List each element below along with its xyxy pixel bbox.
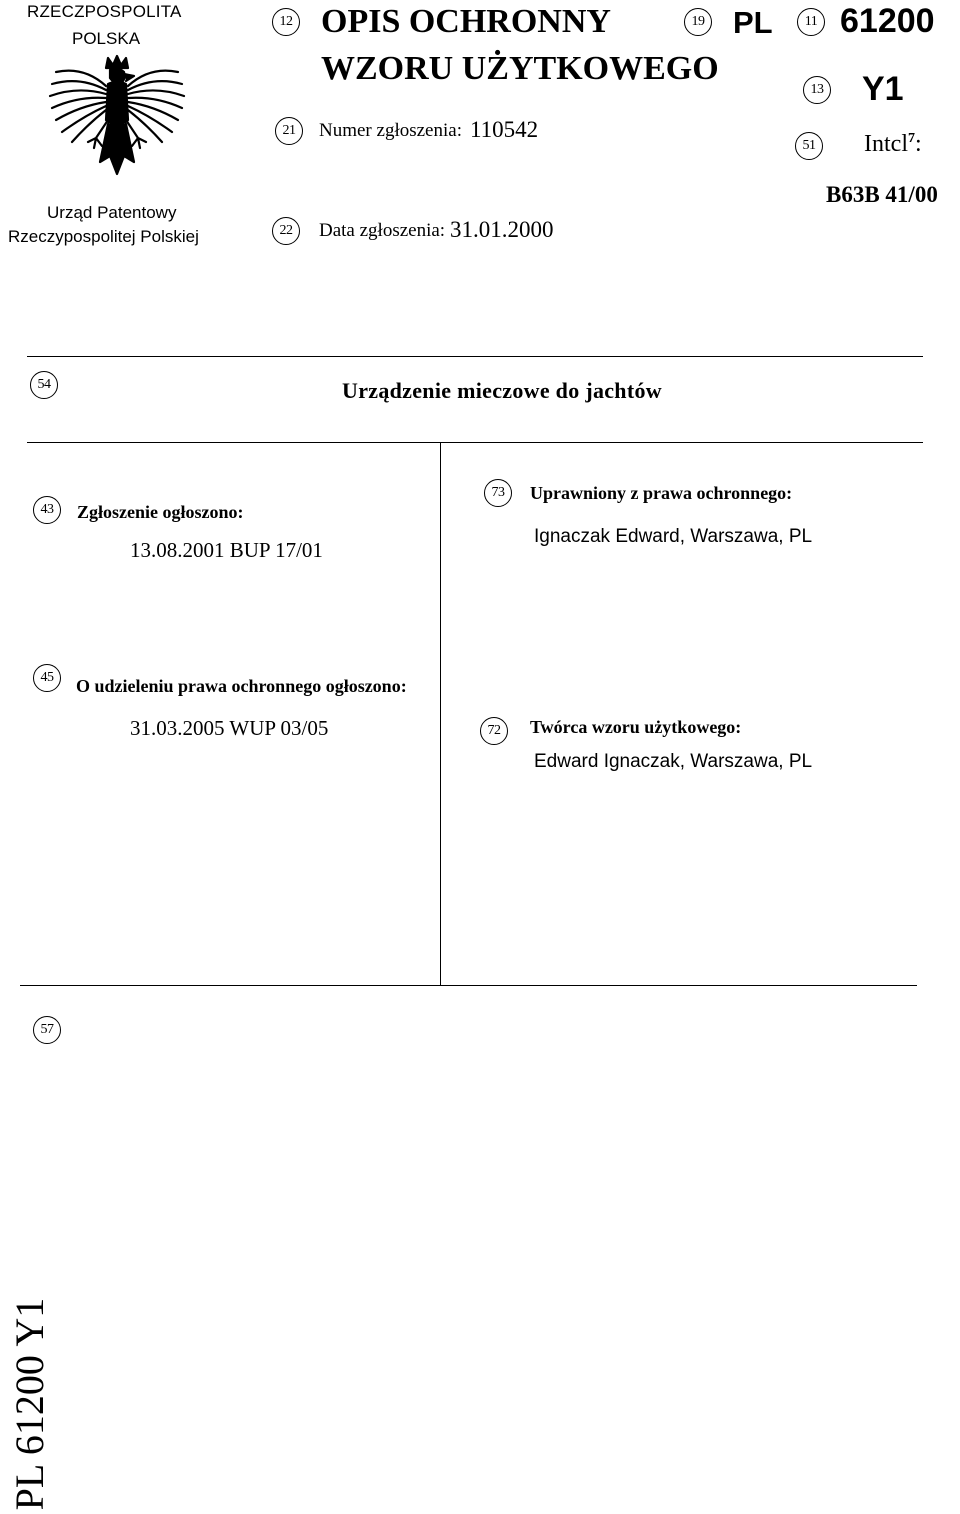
filing-date-label: Data zgłoszenia:: [319, 220, 446, 241]
column-divider: [440, 443, 441, 985]
office-name-line1: Urząd Patentowy: [47, 203, 177, 222]
inid-code-21: 21: [275, 117, 303, 145]
publication-value: 13.08.2001 BUP 17/01: [130, 538, 323, 562]
country-name-line1: RZECZPOSPOLITA: [27, 2, 182, 21]
ipc-classification: B63B 41/00: [826, 182, 938, 207]
intcl-label: [864, 131, 922, 158]
side-document-label: PL 61200 Y1: [7, 1297, 52, 1511]
inid-code-57: 57: [33, 1016, 61, 1044]
country-code: PL: [733, 5, 773, 40]
owner-label: Uprawniony z prawa ochronnego:: [530, 483, 793, 503]
country-name-line2: POLSKA: [72, 29, 141, 48]
inid-code-13: 13: [803, 76, 831, 104]
intcl-edition: 7: [907, 131, 915, 146]
application-number-label: Numer zgłoszenia:: [319, 120, 462, 141]
intcl-colon: :: [914, 131, 922, 157]
inid-code-12: 12: [272, 8, 300, 36]
inid-code-19: 19: [684, 8, 712, 36]
filing-date: 31.01.2000: [450, 217, 554, 242]
inid-code-11: 11: [797, 8, 825, 36]
inid-code-43: 43: [33, 496, 61, 524]
office-name-line2: Rzeczypospolitej Polskiej: [8, 227, 199, 246]
divider-title-bottom: [27, 442, 923, 443]
divider-title-top: [27, 356, 923, 357]
document-kind: Y1: [862, 70, 904, 108]
document-type-line2: WZORU UŻYTKOWEGO: [321, 50, 719, 87]
creator-label: Twórca wzoru użytkowego:: [530, 717, 742, 737]
intcl-label-text: Intcl: [864, 131, 908, 157]
creator-value: Edward Ignaczak, Warszawa, PL: [534, 751, 813, 772]
inid-code-73: 73: [484, 479, 512, 507]
document-type-line1: OPIS OCHRONNY: [321, 3, 611, 40]
publication-label: Zgłoszenie ogłoszono:: [77, 502, 244, 522]
divider-abstract: [20, 985, 917, 986]
grant-value: 31.03.2005 WUP 03/05: [130, 716, 329, 740]
owner-value: Ignaczak Edward, Warszawa, PL: [534, 526, 813, 547]
document-number: 61200: [840, 2, 935, 40]
application-number: 110542: [470, 117, 539, 142]
white-eagle-emblem-icon: [44, 54, 190, 178]
inid-code-72: 72: [480, 717, 508, 745]
inid-code-54: 54: [30, 371, 58, 399]
inid-code-45: 45: [33, 664, 61, 692]
inid-code-51: 51: [795, 132, 823, 160]
utility-model-title: Urządzenie mieczowe do jachtów: [342, 378, 662, 403]
inid-code-22: 22: [272, 217, 300, 245]
grant-label: O udzieleniu prawa ochronnego ogłoszono:: [76, 676, 407, 696]
